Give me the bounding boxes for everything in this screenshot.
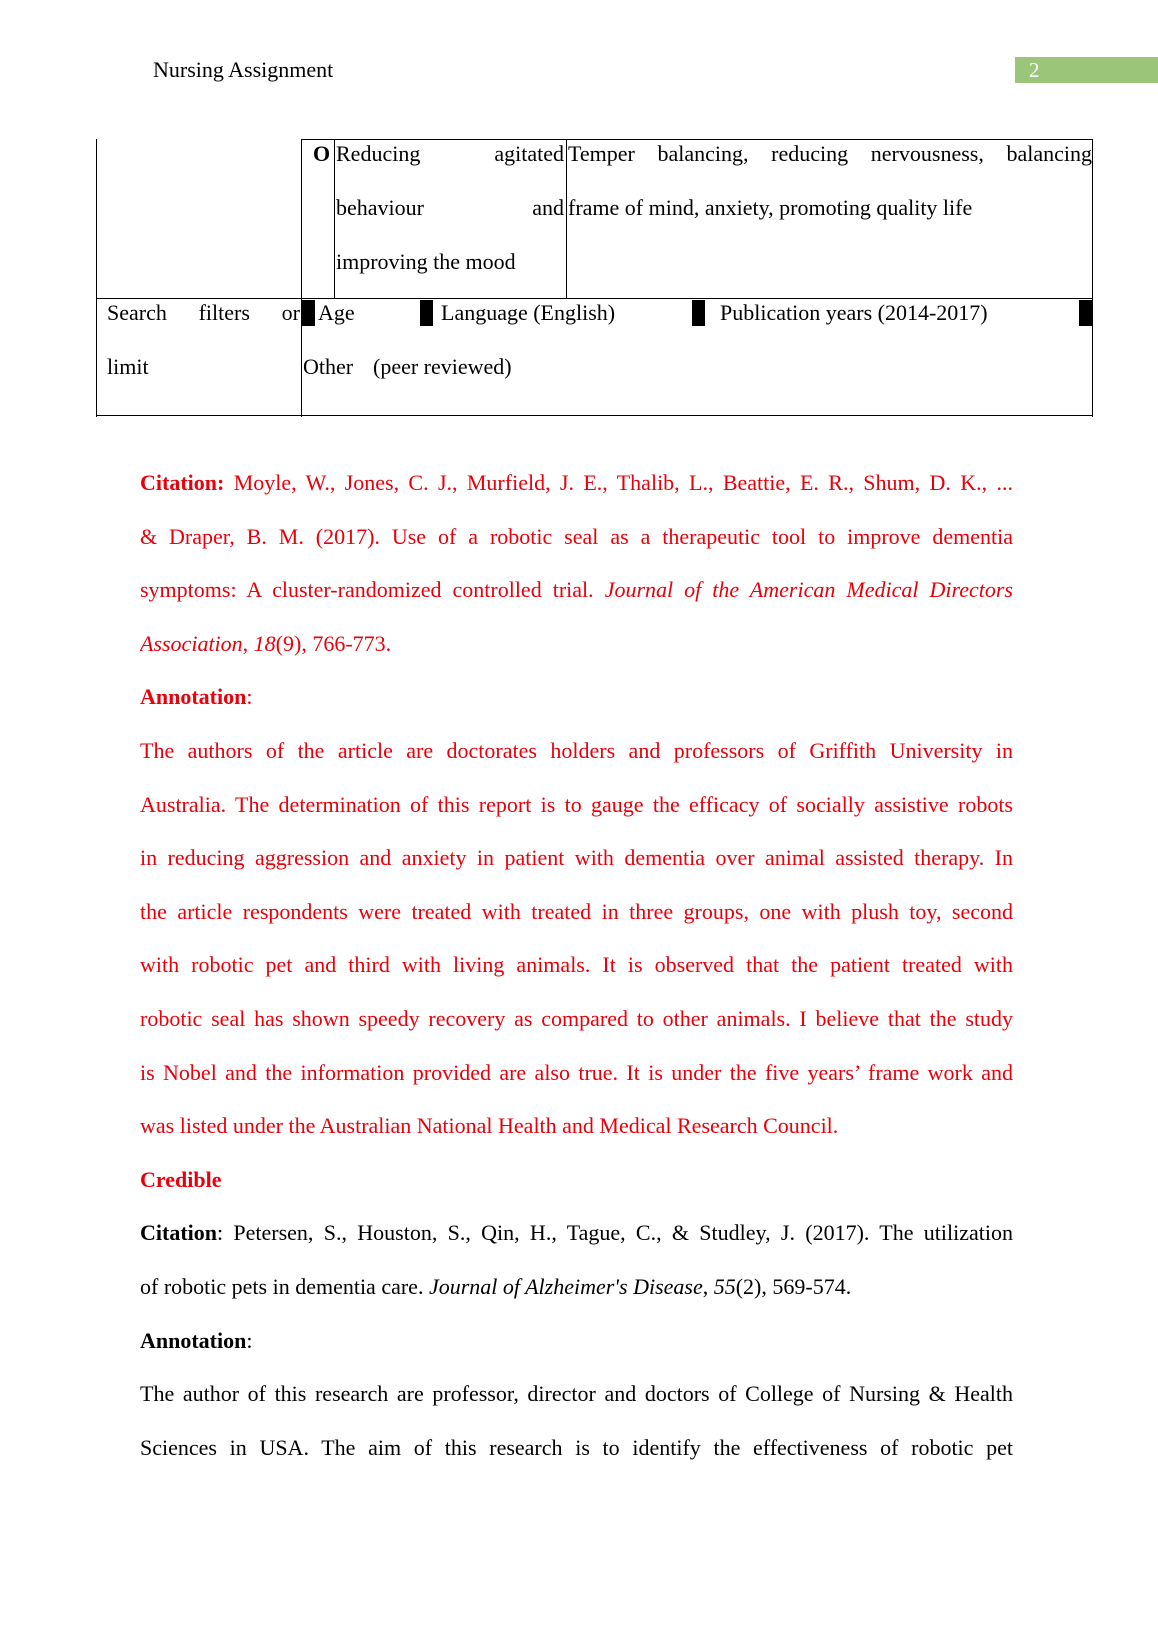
annotation-2-heading: Annotation: [140,1327,253,1353]
annotation-line: was listed under the Australian National Health and Medical Research Council. [140,1113,839,1139]
journal-volume: 55 [713,1273,736,1299]
credibility-verdict: Credible [140,1166,222,1192]
filter-publication-years: Publication years (2014-2017) [720,300,988,325]
annotation-line: The authors of the article are doctorates holders and professors of Griffith University in [140,737,1013,763]
annotation-label: Annotation [140,684,247,710]
journal-name: Journal of Alzheimer's Disease [428,1273,703,1299]
citation-text: : Petersen, S., Houston, S., Qin, H., Tague, C., & Studley, J. (2017). The utilization [217,1220,1013,1246]
citation-text: symptoms: A cluster-randomized controlled trial. [140,577,594,603]
checkbox-mark [420,300,433,326]
checkbox-mark [302,300,315,326]
pico-letter-o: O [313,141,331,166]
filters-label-line: Search filters or [107,300,300,325]
citation-text: & Draper, B. M. (2017). Use of a robotic seal as a therapeutic tool to improve dementia [140,523,1013,549]
citation-1 [140,470,1013,524]
page-number: 2 [1029,58,1040,82]
annotation-line: robotic seal has shown speedy recovery as compared to other animals. I believe that the study [140,1005,1013,1031]
annotation-line: the article respondents were treated with treated in three groups, one with plush toy, second [140,898,1013,924]
page-number-badge [1015,57,1158,83]
filters-label-line: limit [107,354,149,379]
annotation-line: Sciences in USA. The aim of this research is to identify the effectiveness of robotic pet [140,1434,1013,1460]
journal-issue-pages: (2), 569-574. [735,1273,852,1299]
checkbox-mark [692,300,705,326]
journal-issue-pages: (9), 766-773. [275,630,392,656]
annotation-line: Australia. The determination of this report is to gauge the efficacy of socially assistive robots [140,791,1013,817]
citation-text: of robotic pets in dementia care. [140,1273,424,1299]
intervention-line: Reducing agitated [336,141,564,166]
citation-1-line [140,524,1013,578]
intervention-line: behaviour and [336,195,564,220]
filter-language: Language (English) [441,300,616,325]
journal-name: Association [140,630,243,656]
annotation-line: with robotic pet and third with living animals. It is observed that the patient treated with [140,952,1013,978]
intervention-line: improving the mood [336,249,516,274]
filter-other-label: Other [303,354,354,379]
citation-label: Citation: [140,470,225,495]
filter-other-value: (peer reviewed) [373,354,512,379]
checkbox-mark [1079,300,1092,326]
outcome-line: frame of mind, anxiety, promoting quality life [568,195,973,220]
outcome-line: Temper balancing, reducing nervousness, balancing [568,141,1092,166]
citation-1-line: Association, 18(9), 766-773. [140,630,392,656]
journal-volume: 18 [253,630,276,656]
citation-2 [140,1220,1013,1274]
citation-label: Citation [140,1220,217,1246]
document-header-title: Nursing Assignment [153,57,334,82]
annotation-label: Annotation [140,1327,247,1353]
citation-2-line: of robotic pets in dementia care. Journal of Alzheimer's Disease, 55(2), 569-574. [140,1273,852,1299]
annotation-1-heading: Annotation: [140,684,253,710]
journal-name: Journal of the American Medical Directors [604,577,1013,603]
annotation-line: in reducing aggression and anxiety in patient with dementia over animal assisted therapy. In [140,845,1013,871]
annotation-line: is Nobel and the information provided are also true. It is under the five years’ frame work and [140,1059,1013,1085]
annotated-bibliography [140,470,1013,1488]
annotation-line: The author of this research are professor, director and doctors of College of Nursing & Health [140,1381,1013,1407]
citation-text: Moyle, W., Jones, C. J., Murfield, J. E., Thalib, L., Beattie, E. R., Shum, D. K., ... [233,470,1013,495]
filter-age: Age [318,300,355,325]
citation-1-line [140,577,1013,631]
